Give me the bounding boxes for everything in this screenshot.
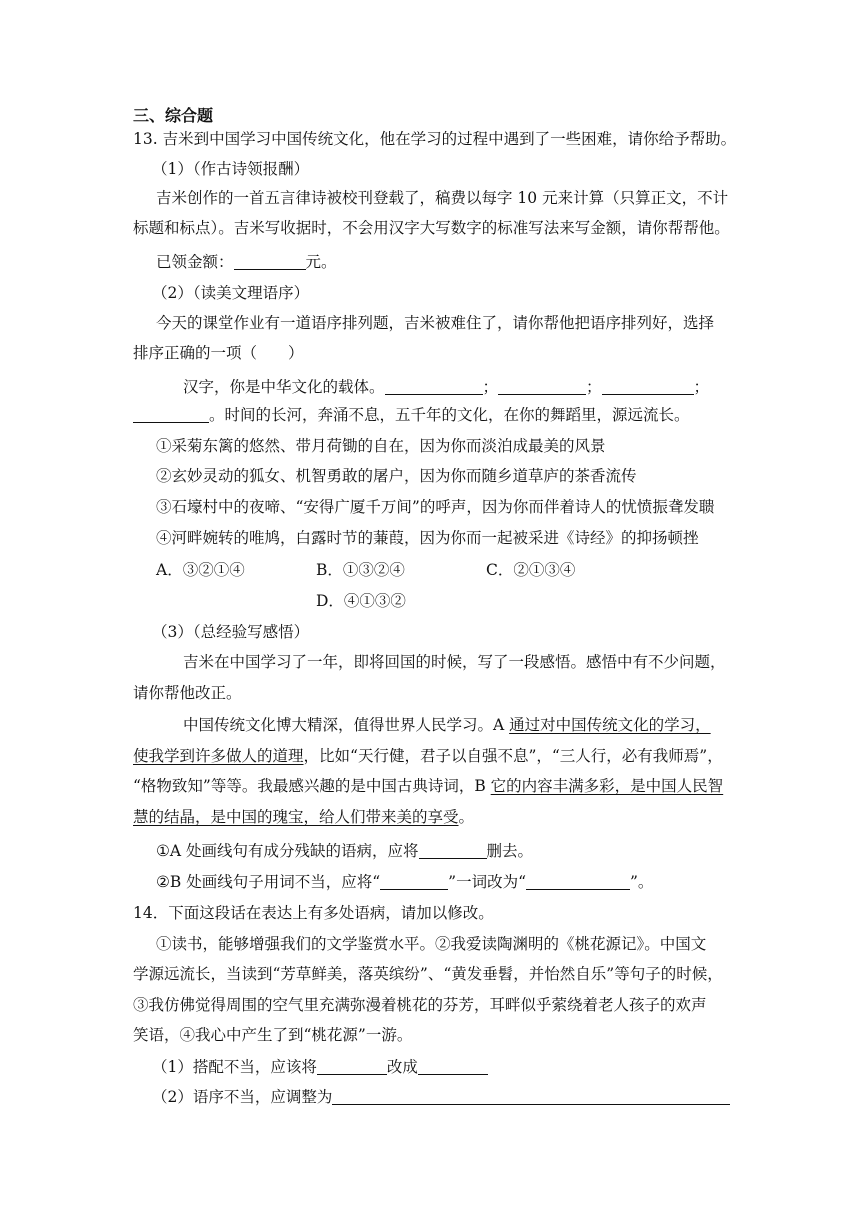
q13-p3-para-line-2 [133, 745, 723, 767]
order-blank-2[interactable] [498, 378, 586, 395]
option-b[interactable]: B．①③②④ [316, 561, 405, 579]
collocation-blank-2[interactable] [418, 1058, 488, 1075]
collocation-blank-1[interactable] [317, 1058, 387, 1075]
q14-sub-1 [152, 1056, 488, 1078]
option-a[interactable]: A．③②①④ [156, 561, 245, 579]
q13-p2-item-2: ②玄妙灵动的狐女、机智勇敢的屠户，因为你而随乡道草庐的茶香流传 [156, 467, 637, 485]
q13-p1-label: （1）（作古诗领报酬） [152, 160, 310, 178]
q13-p3-intro-1: 吉米在中国学习了一年，即将回国的时候，写了一段感悟。感悟中有不少问题， [183, 653, 726, 671]
delete-blank[interactable] [419, 842, 487, 859]
q14-line-4: 笑语，④我心中产生了到“桃花源”一游。 [133, 1026, 413, 1044]
q13-p2-text-1: 今天的课堂作业有一道语序排列题，吉米被难住了，请你帮他把语序排列好，选择 [156, 314, 715, 332]
fix-text: ”。 [630, 873, 654, 891]
q13-p2-passage-line-2 [133, 404, 690, 426]
word-blank[interactable] [380, 873, 448, 890]
q13-p2-label: （2）（读美文理语序） [152, 284, 310, 302]
answer-suffix: 元。 [305, 253, 337, 271]
option-d[interactable]: D．④①③② [316, 592, 406, 610]
q14-line-3: ③我仿佛觉得周围的空气里充满弥漫着桃花的芬芳，耳畔似乎萦绕着老人孩子的欢声 [133, 996, 707, 1014]
q13-p2-item-3: ③石壕村中的夜啼、“安得广厦千万间”的呼声，因为你而伴着诗人的忧愤振聋发聩 [156, 498, 715, 516]
fix-text: ①A 处画线句有成分残缺的语病，应将 [156, 842, 419, 860]
underlined-sentence-a: 使我学到许多做人的道理 [133, 747, 304, 765]
q13-p1-text-2: 标题和标点）。吉米写收据时，不会用汉字大写数字的标准写法来写金额，请你帮帮他。 [133, 219, 730, 237]
separator: ； [482, 378, 499, 396]
q13-stem: 13. 吉米到中国学习中国传统文化，他在学习的过程中遇到了一些困难，请你给予帮助。 [133, 130, 737, 148]
underlined-sentence-b: 它的内容丰满多彩，是中国人民智 [490, 777, 724, 795]
q14-sub-2 [152, 1086, 730, 1108]
q13-p3-intro-2: 请你帮他改正。 [133, 684, 242, 702]
para-text: 。 [458, 808, 475, 826]
para-text: “格物致知”等等。我最感兴趣的是中国古典诗词，B [133, 777, 491, 795]
q14-line-1: ①读书，能够增强我们的文学鉴赏水平。②我爱读陶渊明的《桃花源记》。中国文 [156, 935, 707, 953]
para-text: 中国传统文化博大精深，值得世界人民学习。A [183, 716, 510, 734]
word-order-blank[interactable] [332, 1088, 730, 1105]
underlined-sentence-a: 通过对中国传统文化的学习， [509, 716, 711, 734]
fix-text: ”一词改为“ [448, 873, 526, 891]
q13-p2-text-2: 排序正确的一项（ ） [133, 344, 304, 362]
q13-p1-text-1: 吉米创作的一首五言律诗被校刊登载了，稿费以每字 10 元来计算（只算正文，不计 [156, 189, 729, 207]
q13-p2-passage-line-1 [183, 376, 709, 398]
order-blank-4[interactable] [133, 406, 209, 423]
q13-p3-label: （3）（总经验写感悟） [152, 623, 310, 641]
q13-p3-para-line-1 [183, 714, 711, 736]
separator: ； [586, 378, 602, 396]
fix-text: 删去。 [486, 842, 534, 860]
q13-p3-para-line-4 [133, 806, 474, 828]
passage-start: 汉字，你是中华文化的载体。 [183, 378, 385, 396]
q13-p1-answer-line [156, 251, 337, 273]
q14-stem: 14．下面这段话在表达上有多处语病，请加以修改。 [133, 904, 494, 922]
fix-text: ②B 处画线句子用词不当，应将“ [156, 873, 381, 891]
q13-p3-para-line-3 [133, 775, 723, 797]
section-title: 三、综合题 [133, 106, 214, 125]
para-text: ，比如“天行健，君子以自强不息”，“三人行，必有我师焉”， [303, 747, 723, 765]
sub-text: （2）语序不当，应调整为 [152, 1088, 333, 1106]
q13-p2-item-1: ①采菊东篱的悠然、带月荷锄的自在，因为你而淡泊成最美的风景 [156, 437, 606, 455]
sub-text: 改成 [386, 1058, 418, 1076]
order-blank-3[interactable] [602, 378, 694, 395]
sub-text: （1）搭配不当，应该将 [152, 1058, 317, 1076]
q13-p3-fix-2 [156, 871, 653, 893]
amount-blank[interactable] [234, 253, 306, 270]
separator: ； [693, 378, 710, 396]
passage-end: 。时间的长河，奔涌不息，五千年的文化，在你的舞蹈里，源远流长。 [209, 406, 690, 424]
order-blank-1[interactable] [385, 378, 483, 395]
option-c[interactable]: C．②①③④ [486, 561, 576, 579]
q14-line-2: 学源远流长，当读到“芳草鲜美，落英缤纷”、“黄发垂髫，并怡然自乐”等句子的时候， [133, 965, 723, 983]
answer-prefix: 已领金额： [156, 253, 234, 271]
q13-p2-item-4: ④河畔婉转的唯鸠，白露时节的蒹葭，因为你而一起被采进《诗经》的抑扬顿挫 [156, 529, 699, 547]
replacement-blank[interactable] [526, 873, 630, 890]
underlined-sentence-b: 慧的结晶，是中国的瑰宝，给人们带来美的享受 [133, 808, 459, 826]
q13-p3-fix-1 [156, 840, 533, 862]
